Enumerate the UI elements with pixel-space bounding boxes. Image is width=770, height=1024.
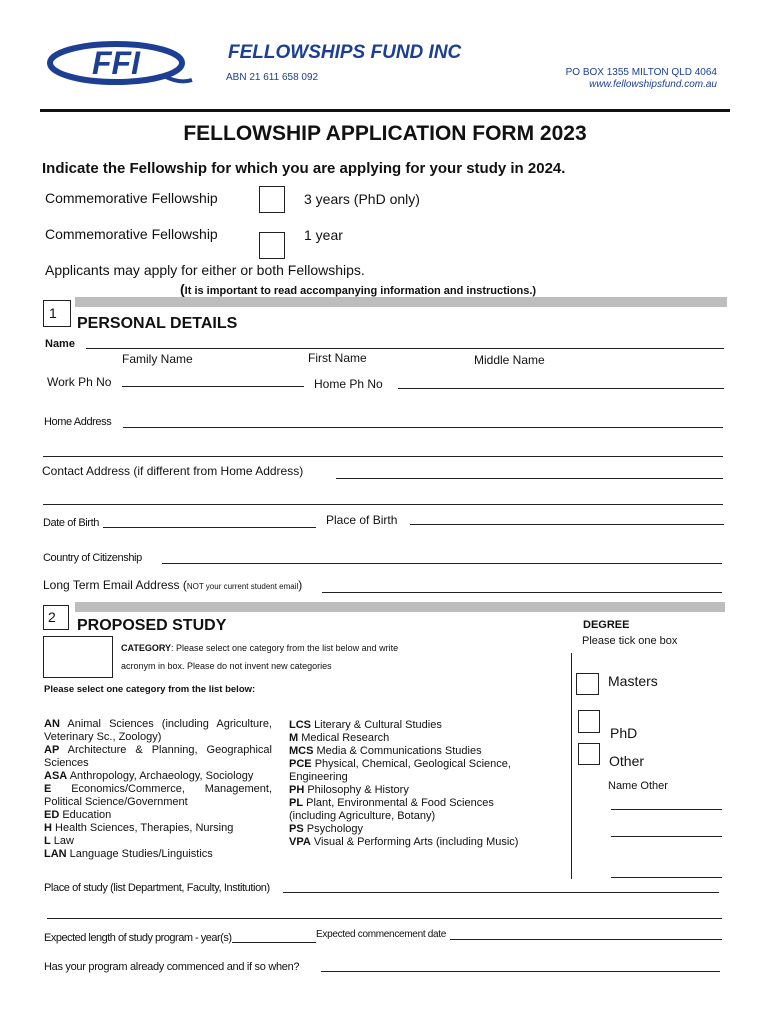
place-of-study-field[interactable] [283,892,719,893]
dob-label: Date of Birth [43,517,99,529]
fellowship-1yr-option: 1 year [304,227,343,243]
citizenship-label: Country of Citizenship [43,552,142,564]
dob-field[interactable] [103,527,316,528]
masters-checkbox[interactable] [576,673,599,695]
name-other-field-3[interactable] [611,877,722,878]
category-desc: Philosophy & History [307,784,409,796]
logo-text: FFI [92,45,140,81]
expected-length-label: Expected length of study program - year(s) [44,932,232,944]
category-desc: Literary & Cultural Studies [314,719,442,731]
category-item [289,719,539,732]
po-box: PO BOX 1355 MILTON QLD 4064 [565,67,717,78]
category-desc: Economics/Commerce, Management, Political Science/Government [44,783,273,808]
category-code: MCS [289,745,314,757]
other-checkbox[interactable] [578,743,600,765]
category-item [289,797,539,823]
category-code: AP [44,744,60,756]
home-address-label: Home Address [44,416,112,428]
work-ph-field[interactable] [122,386,304,387]
section-2-bar [75,602,725,612]
home-address-field-2[interactable] [43,456,723,457]
category-desc: Law [53,835,74,847]
category-desc: Psychology [306,823,364,835]
commenced-field[interactable] [321,971,720,972]
category-code: PS [289,823,304,835]
category-instruction-1: CATEGORY: Please select one category from the list below and write [121,643,399,653]
category-item [44,822,272,835]
section-2-title: PROPOSED STUDY [77,617,227,634]
expected-length-field[interactable] [232,942,316,943]
category-desc: Animal Sciences (including Agriculture, Veterinary Sc., Zoology) [44,718,272,743]
contact-address-field[interactable] [336,478,723,479]
expected-commencement-label: Expected commencement date [316,929,447,940]
categories-left-list [44,718,272,861]
section-1-number: 1 [49,305,57,321]
category-code: E [44,783,52,795]
contact-address-field-2[interactable] [43,504,723,505]
org-name: FELLOWSHIPS FUND INC [228,42,462,63]
category-item [44,770,272,783]
category-item [289,836,539,849]
category-item [289,823,539,836]
category-item [289,732,539,745]
email-label: Long Term Email Address (NOT your current student email) [43,578,303,592]
category-code: LAN [44,848,67,860]
masters-label: Masters [608,673,658,689]
category-item [44,835,272,848]
fellowship-2-label: Commemorative Fellowship [45,226,218,242]
category-item [44,744,272,770]
category-code: PCE [289,758,312,770]
fellowship-1-label: Commemorative Fellowship [45,190,218,206]
category-desc: Visual & Performing Arts (including Music) [313,836,519,848]
section-1-title: PERSONAL DETAILS [77,315,238,332]
degree-hint: Please tick one box [582,635,678,647]
contact-address-label: Contact Address (if different from Home Address) [42,464,304,478]
select-one-label: Please select one category from the list below: [44,684,256,695]
first-name-label: First Name [308,351,367,365]
family-name-label: Family Name [122,352,193,366]
degree-divider [571,653,572,879]
important-note: (It is important to read accompanying information and instructions.) [180,281,537,297]
expected-commencement-field[interactable] [450,939,722,940]
category-item [44,848,272,861]
category-desc: Language Studies/Linguistics [69,848,213,860]
place-of-study-field-2[interactable] [47,918,722,919]
website-link[interactable]: www.fellowshipsfund.com.au [589,79,717,90]
categories-right-list [289,719,539,849]
category-desc: Health Sciences, Therapies, Nursing [55,822,234,834]
name-other-field-1[interactable] [611,809,722,810]
category-code: M [289,732,299,744]
fellowship-3yr-checkbox[interactable] [259,186,285,213]
category-code: AN [44,718,60,730]
fellowship-instruction: Indicate the Fellowship for which you are applying for your study in 2024. [42,160,566,177]
category-desc: Physical, Chemical, Geological Science, Engineering [289,758,511,783]
commenced-label: Has your program already commenced and if so when? [44,961,300,973]
header-divider [40,109,730,112]
category-code: PL [289,797,304,809]
form-title: FELLOWSHIP APPLICATION FORM 2023 [183,122,587,145]
category-desc: Architecture & Planning, Geographical Sciences [44,744,272,769]
either-both-note: Applicants may apply for either or both Fellowships. [45,262,365,278]
name-other-label: Name Other [608,780,668,792]
home-ph-label: Home Ph No [314,377,383,391]
name-label: Name [45,338,75,350]
category-item [44,718,272,744]
name-other-field-2[interactable] [611,836,722,837]
work-ph-label: Work Ph No [47,375,112,389]
category-item [44,809,272,822]
category-desc: Medical Research [301,732,390,744]
category-item [289,784,539,797]
degree-title: DEGREE [583,619,630,631]
category-desc: Media & Communications Studies [316,745,482,757]
category-acronym-box[interactable] [43,636,113,678]
abn: ABN 21 611 658 092 [226,72,319,83]
category-item [44,783,272,809]
middle-name-label: Middle Name [474,353,545,367]
section-1-number-box [43,300,71,327]
name-field[interactable] [86,348,724,349]
category-instruction-2: acronym in box. Please do not invent new categories [121,661,332,671]
category-desc: Education [62,809,112,821]
fellowship-3yr-option: 3 years (PhD only) [304,191,420,207]
ffi-logo [44,40,196,88]
category-desc: Anthropology, Archaeology, Sociology [69,770,254,782]
pob-label: Place of Birth [326,513,398,527]
pob-field[interactable] [410,524,724,525]
category-code: ASA [44,770,68,782]
category-code: H [44,822,52,834]
category-item [289,758,539,784]
category-code: LCS [289,719,311,731]
home-address-field[interactable] [123,427,723,428]
home-ph-field[interactable] [398,388,724,389]
phd-checkbox[interactable] [578,710,600,733]
section-2-number: 2 [48,609,56,625]
category-code: VPA [289,836,311,848]
fellowship-1yr-checkbox[interactable] [259,232,285,259]
place-of-study-label: Place of study (list Department, Faculty, Institution) [44,882,270,894]
category-desc: Plant, Environmental & Food Sciences (including Agriculture, Botany) [289,797,494,822]
phd-label: PhD [610,725,638,741]
category-item [289,745,539,758]
section-2-number-box [43,605,69,630]
category-code: L [44,835,51,847]
email-field[interactable] [322,592,722,593]
other-label: Other [609,753,645,769]
category-code: PH [289,784,305,796]
citizenship-field[interactable] [162,563,722,564]
section-1-bar [75,297,727,307]
category-code: ED [44,809,60,821]
